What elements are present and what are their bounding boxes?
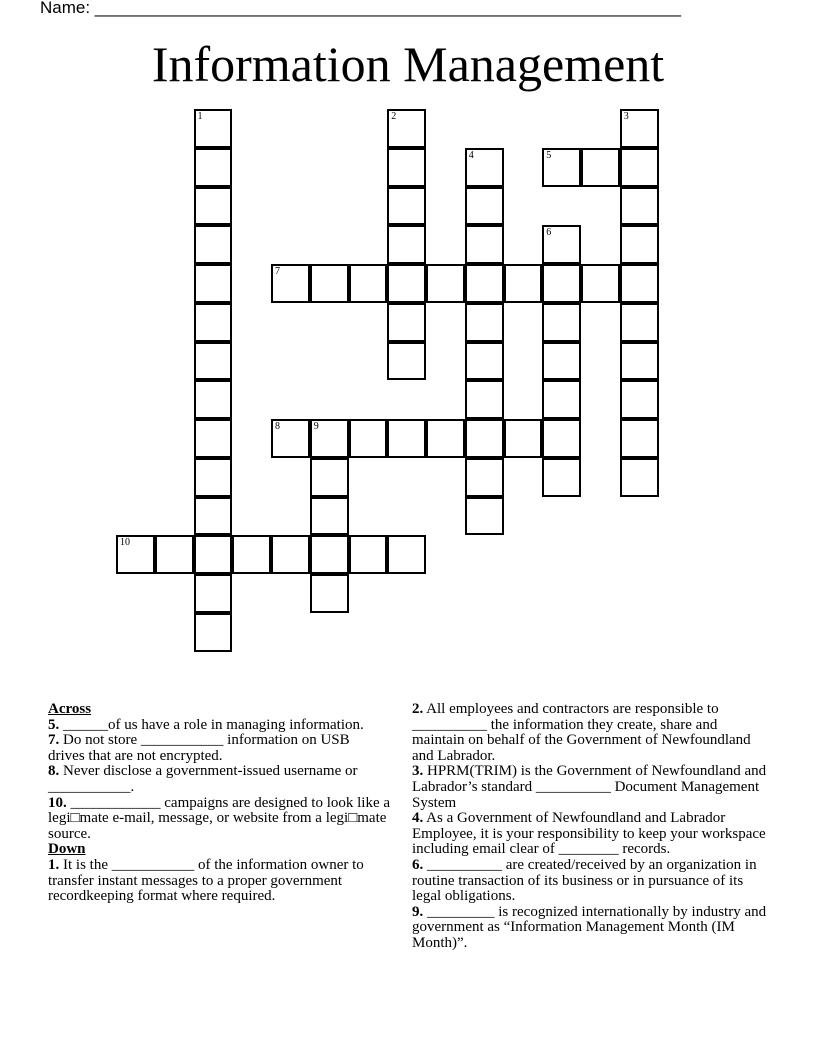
grid-cell[interactable] — [194, 303, 233, 342]
grid-cell[interactable] — [620, 148, 659, 187]
grid-cell[interactable] — [387, 342, 426, 381]
clue-down-9 — [412, 905, 767, 952]
grid-cell[interactable] — [465, 419, 504, 458]
clue-text: _________ is recognized internationally by industry and government as “Information Management Month (IM Month)”. — [412, 903, 767, 951]
grid-cell[interactable] — [542, 458, 581, 497]
page-title: Information Management — [151, 36, 665, 92]
grid-cell[interactable] — [504, 419, 543, 458]
cell-number: 3 — [623, 111, 629, 122]
grid-cell[interactable] — [194, 497, 233, 536]
clue-text: Never disclose a government-issued username or ___________. — [48, 763, 358, 795]
grid-cell[interactable] — [194, 613, 233, 652]
clue-text: __________ are created/received by an organization in routine transaction of its business or in pursuance of its legal obligations. — [412, 856, 757, 905]
grid-cell[interactable] — [387, 148, 426, 187]
cell-number: 8 — [275, 421, 280, 432]
cell-number: 9 — [313, 421, 319, 432]
grid-cell[interactable] — [194, 187, 233, 226]
clue-across-7 — [48, 733, 390, 764]
clue-text: As a Government of Newfoundland and Labrador Employee, it is your responsibility to keep your workspace including email clear of ________ records. — [412, 810, 766, 858]
grid-cell[interactable] — [465, 380, 504, 419]
grid-cell[interactable] — [620, 109, 659, 148]
clue-across-10 — [48, 796, 390, 843]
cell-number: 1 — [197, 111, 203, 122]
grid-cell[interactable] — [620, 342, 659, 381]
clue-text: ____________ campaigns are designed to look like a legi□mate e-mail, message, or website from a legi□mate source. — [48, 794, 391, 842]
grid-cell[interactable] — [271, 419, 310, 458]
grid-cell[interactable] — [194, 574, 233, 613]
grid-cell[interactable] — [465, 187, 504, 226]
grid-cell[interactable] — [387, 535, 426, 574]
grid-cell[interactable] — [194, 380, 233, 419]
grid-cell[interactable] — [194, 458, 233, 497]
grid-cell[interactable] — [426, 419, 465, 458]
grid-cell[interactable] — [194, 535, 233, 574]
clue-down-2 — [412, 702, 767, 764]
clue-number: 4. — [412, 810, 424, 827]
grid-cell[interactable] — [581, 264, 620, 303]
grid-cell[interactable] — [542, 419, 581, 458]
clue-across-8 — [48, 764, 390, 795]
clues-left-column — [48, 702, 390, 905]
grid-cell[interactable] — [620, 380, 659, 419]
grid-cell[interactable] — [465, 225, 504, 264]
grid-cell[interactable] — [116, 535, 155, 574]
cell-number: 4 — [468, 149, 474, 161]
grid-cell[interactable] — [349, 419, 388, 458]
clue-number: 8. — [48, 763, 60, 780]
grid-cell[interactable] — [194, 109, 233, 148]
grid-cell[interactable] — [155, 535, 194, 574]
clue-number: 10. — [48, 794, 67, 811]
clue-number: 9. — [412, 903, 424, 920]
grid-cell[interactable] — [194, 264, 233, 303]
grid-cell[interactable] — [310, 419, 349, 458]
grid-cell[interactable] — [271, 535, 310, 574]
clue-text: It is the ___________ of the information owner to transfer instant messages to a proper government recordkeeping format where required. — [48, 856, 364, 905]
grid-cell[interactable] — [620, 419, 659, 458]
clue-number: 1. — [48, 856, 60, 873]
grid-cell[interactable] — [465, 342, 504, 381]
grid-cell[interactable] — [194, 419, 233, 458]
grid-cell[interactable] — [310, 264, 349, 303]
grid-cell[interactable] — [581, 148, 620, 187]
clue-number: 2. — [412, 701, 424, 717]
grid-cell[interactable] — [504, 264, 543, 303]
cell-number: 5 — [546, 149, 552, 161]
grid-cell[interactable] — [542, 380, 581, 419]
grid-cell[interactable] — [387, 264, 426, 303]
grid-cell[interactable] — [465, 497, 504, 536]
grid-cell[interactable] — [542, 225, 581, 264]
down-heading: Down — [48, 841, 86, 858]
grid-cell[interactable] — [232, 535, 271, 574]
clue-across-5 — [48, 718, 390, 734]
clue-text: HPRM(TRIM) is the Government of Newfoundland and Labrador’s standard __________ Document Management System — [412, 763, 767, 811]
cell-number: 10 — [120, 537, 130, 549]
grid-cell[interactable] — [194, 148, 233, 187]
cell-number: 7 — [275, 266, 280, 277]
clue-text: Do not store ___________ information on USB drives that are not encrypted. — [48, 732, 350, 764]
grid-cell[interactable] — [310, 535, 349, 574]
grid-cell[interactable] — [387, 109, 426, 148]
grid-cell[interactable] — [465, 148, 504, 187]
grid-cell[interactable] — [310, 574, 349, 613]
grid-cell[interactable] — [620, 458, 659, 497]
clue-text: ______of us have a role in managing information. — [59, 716, 364, 733]
clue-down-3 — [412, 764, 767, 811]
cell-number: 6 — [546, 227, 552, 239]
clue-down-6 — [412, 858, 767, 905]
grid-cell[interactable] — [426, 264, 465, 303]
grid-cell[interactable] — [620, 264, 659, 303]
grid-cell[interactable] — [387, 419, 426, 458]
grid-cell[interactable] — [542, 264, 581, 303]
grid-cell[interactable] — [349, 535, 388, 574]
clue-number: 5. — [48, 716, 60, 733]
grid-cell[interactable] — [465, 264, 504, 303]
across-heading: Across — [48, 701, 92, 717]
grid-cell[interactable] — [542, 303, 581, 342]
grid-cell[interactable] — [542, 342, 581, 381]
grid-cell[interactable] — [542, 148, 581, 187]
grid-cell[interactable] — [310, 497, 349, 536]
grid-cell[interactable] — [387, 303, 426, 342]
name-line: Name: ______________________________________________________________ — [40, 0, 681, 17]
clue-number: 7. — [48, 732, 60, 749]
grid-cell[interactable] — [310, 458, 349, 497]
grid-cell[interactable] — [349, 264, 388, 303]
grid-cell[interactable] — [465, 458, 504, 497]
clue-number: 6. — [412, 856, 424, 873]
clues-right-column — [412, 702, 767, 952]
grid-cell[interactable] — [387, 187, 426, 226]
grid-cell[interactable] — [620, 225, 659, 264]
clue-down-1 — [48, 858, 390, 905]
clue-down-4 — [412, 811, 767, 858]
clue-number: 3. — [412, 763, 424, 780]
grid-cell[interactable] — [387, 225, 426, 264]
clue-text: All employees and contractors are responsible to __________ the information they create, share and maintain on behalf of the Government of Newfoundland and Labrador. — [412, 701, 751, 764]
grid-cell[interactable] — [620, 303, 659, 342]
grid-cell[interactable] — [465, 303, 504, 342]
grid-cell[interactable] — [271, 264, 310, 303]
grid-cell[interactable] — [194, 342, 233, 381]
grid-cell[interactable] — [194, 225, 233, 264]
cell-number: 2 — [391, 111, 397, 122]
grid-cell[interactable] — [620, 187, 659, 226]
